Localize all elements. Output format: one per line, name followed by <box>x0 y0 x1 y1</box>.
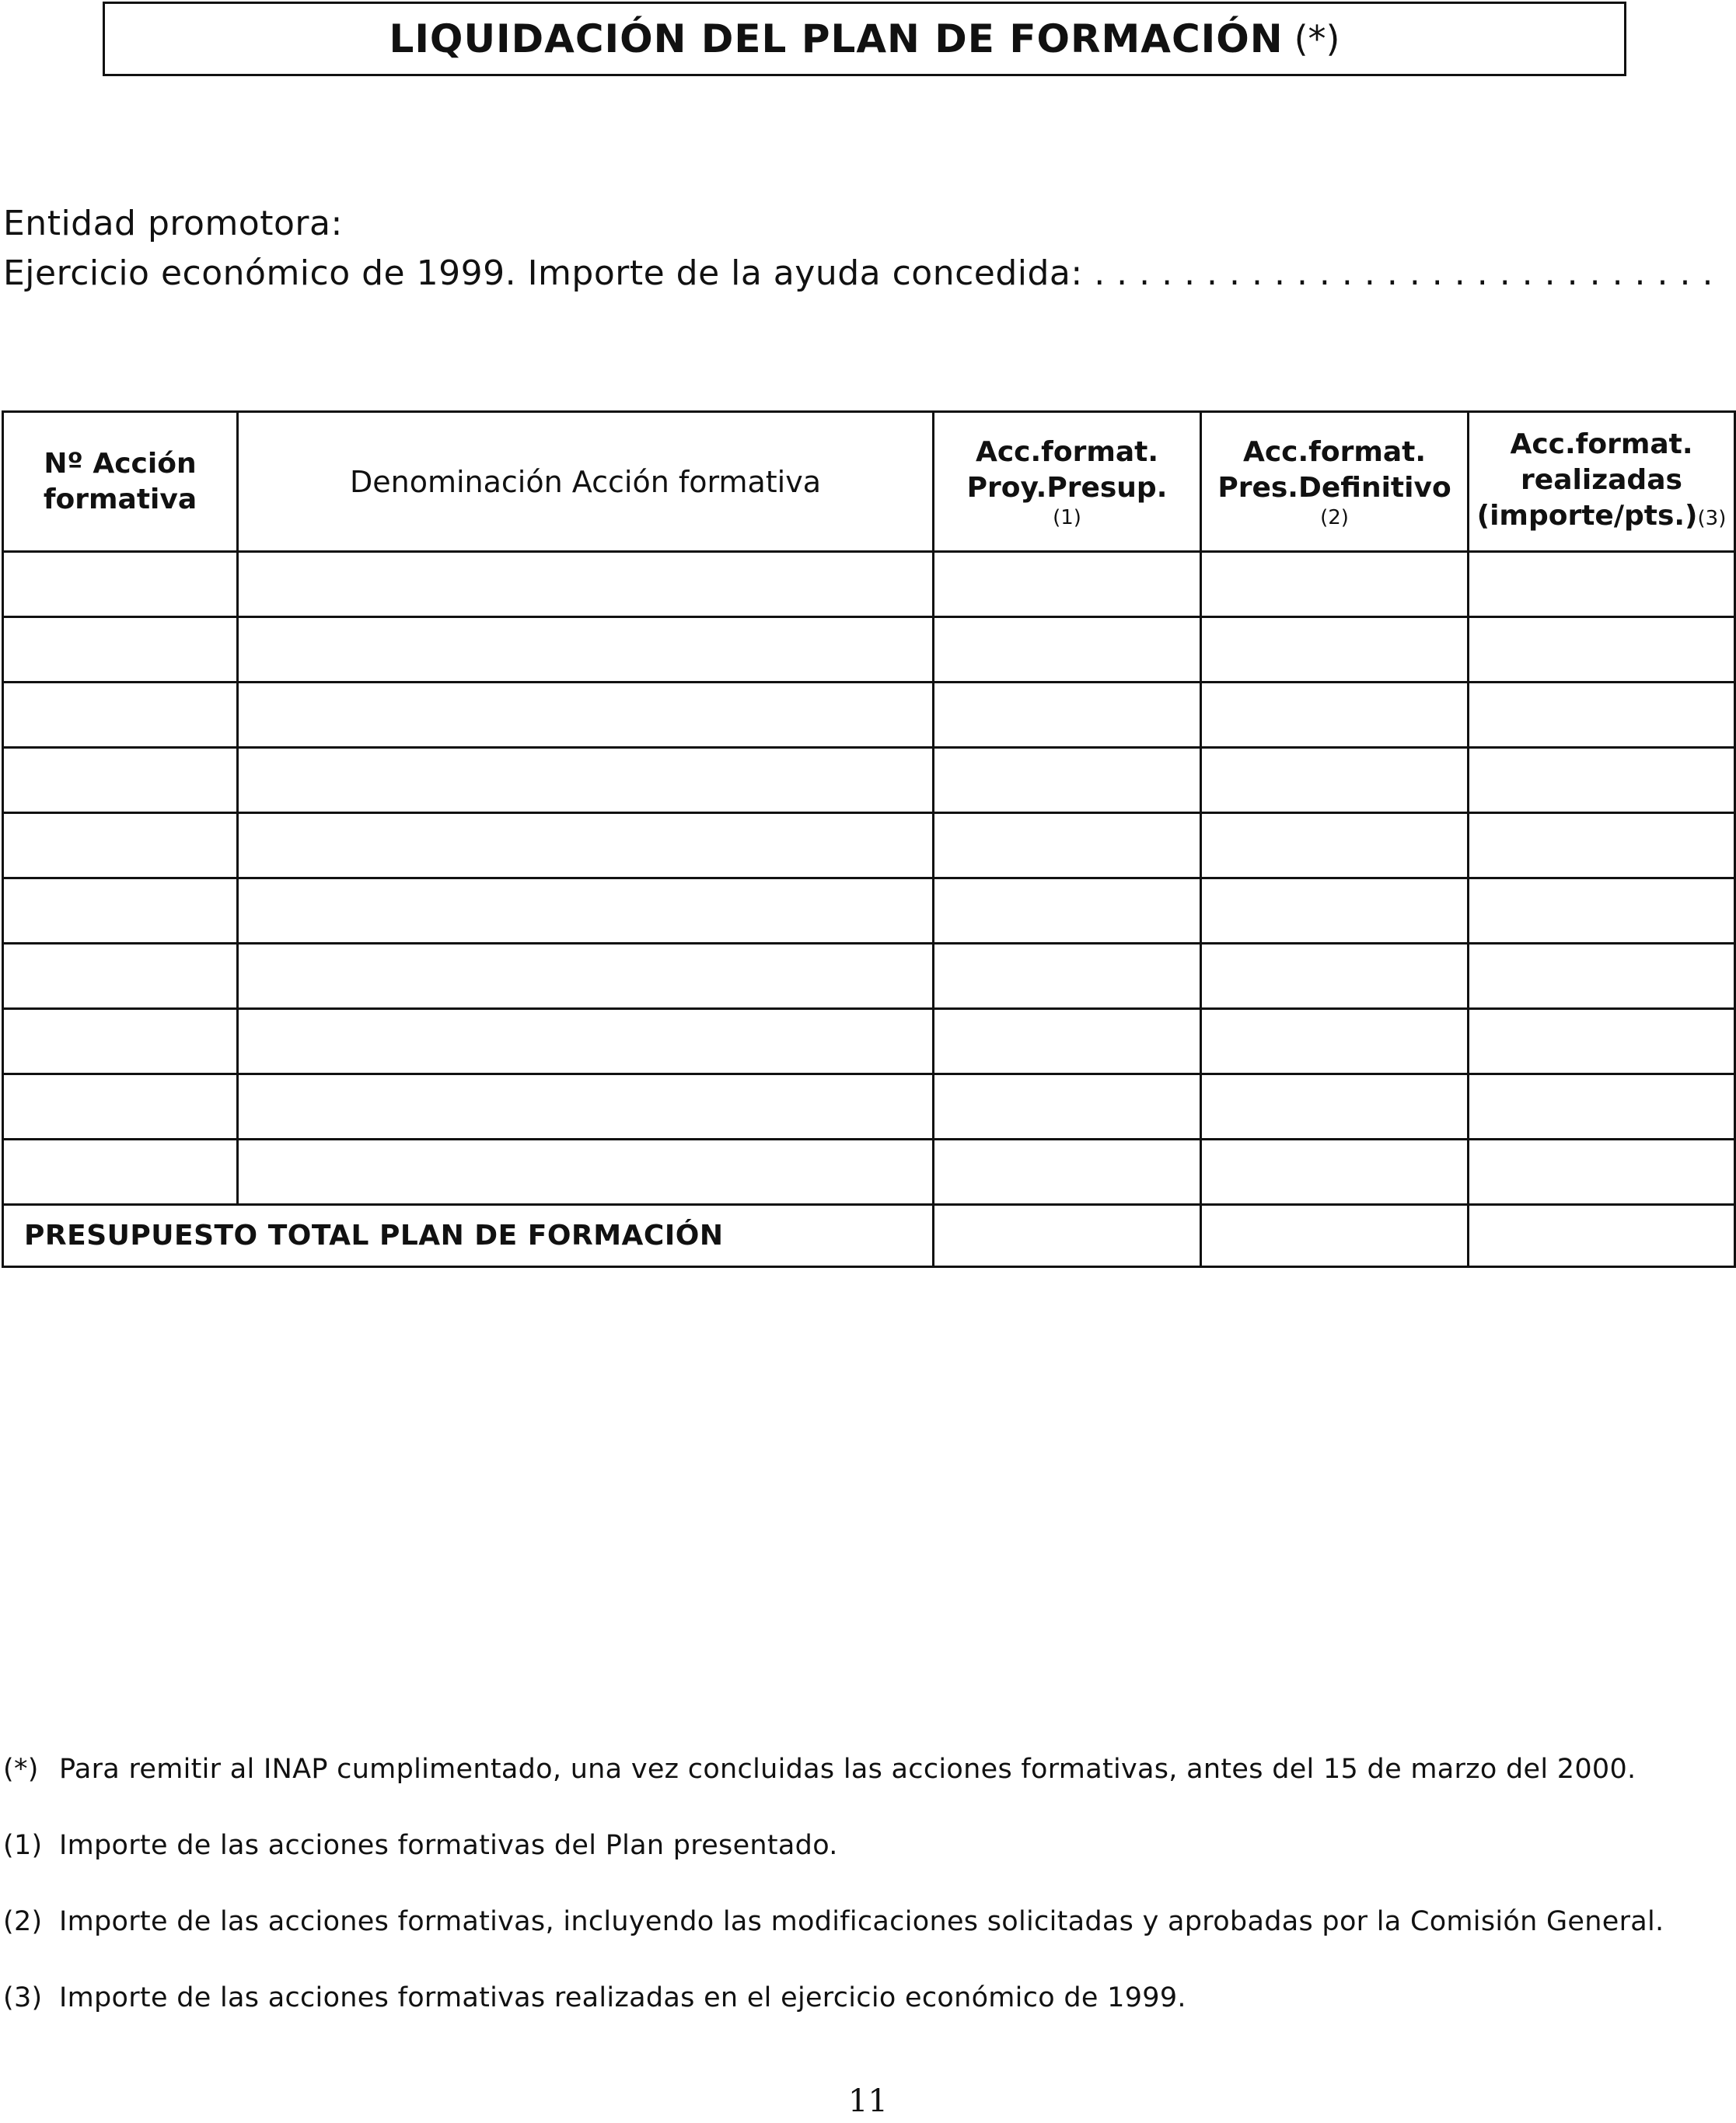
header-pres-note: (2) <box>1320 505 1349 529</box>
cell-numero[interactable] <box>3 813 238 878</box>
footnote-mark: (1) <box>3 1830 43 1861</box>
cell-pres-definitivo[interactable] <box>1201 1074 1469 1140</box>
cell-pres-definitivo[interactable] <box>1201 683 1469 748</box>
header-proy-line1: Acc.format. <box>975 435 1159 468</box>
entidad-promotora-label: Entidad promotora: <box>3 204 343 243</box>
table-row <box>3 1140 1735 1205</box>
header-real-note: (3) <box>1697 507 1727 530</box>
cell-proy-presup[interactable] <box>934 1140 1201 1205</box>
cell-realizadas[interactable] <box>1469 1140 1735 1205</box>
cell-realizadas[interactable] <box>1469 683 1735 748</box>
cell-pres-definitivo[interactable] <box>1201 878 1469 944</box>
footnote-3 <box>3 1982 1186 2013</box>
cell-denominacion[interactable] <box>238 683 934 748</box>
cell-denominacion[interactable] <box>238 1140 934 1205</box>
table-row <box>3 617 1735 683</box>
footnote-mark: (2) <box>3 1906 43 1937</box>
cell-numero[interactable] <box>3 1074 238 1140</box>
ejercicio-importe-line: Ejercicio económico de 1999. Importe de la ayuda concedida: . . . . . . . . . . . . . . . . . . . . . . . . . . . . <box>3 253 1713 293</box>
cell-pres-definitivo[interactable] <box>1201 944 1469 1009</box>
page-number: 11 <box>848 2083 888 2119</box>
cell-pres-definitivo[interactable] <box>1201 617 1469 683</box>
cell-pres-definitivo[interactable] <box>1201 1009 1469 1074</box>
footnote-text: Para remitir al INAP cumplimentado, una vez concluidas las acciones formativas, antes del 15 de marzo del 2000. <box>59 1754 1636 1785</box>
footnote-asterisk <box>3 1754 1636 1785</box>
table-row <box>3 878 1735 944</box>
cell-numero[interactable] <box>3 1009 238 1074</box>
cell-pres-definitivo[interactable] <box>1201 1140 1469 1205</box>
cell-realizadas[interactable] <box>1469 552 1735 617</box>
total-cell-pres[interactable] <box>1201 1205 1469 1267</box>
page-title: LIQUIDACIÓN DEL PLAN DE FORMACIÓN <box>389 16 1284 61</box>
cell-denominacion[interactable] <box>238 617 934 683</box>
cell-numero[interactable] <box>3 748 238 813</box>
cell-proy-presup[interactable] <box>934 1009 1201 1074</box>
table-row <box>3 944 1735 1009</box>
table-row <box>3 683 1735 748</box>
plan-table <box>2 410 1736 1268</box>
title-footnote-mark: (*) <box>1294 18 1340 60</box>
footnote-text: Importe de las acciones formativas realizadas en el ejercicio económico de 1999. <box>59 1982 1186 2013</box>
cell-proy-presup[interactable] <box>934 617 1201 683</box>
cell-realizadas[interactable] <box>1469 1074 1735 1140</box>
cell-realizadas[interactable] <box>1469 1009 1735 1074</box>
header-real-line1: Acc.format. <box>1510 428 1693 460</box>
cell-denominacion[interactable] <box>238 944 934 1009</box>
total-cell-realizadas[interactable] <box>1469 1205 1735 1267</box>
footnote-text: Importe de las acciones formativas, incluyendo las modificaciones solicitadas y aprobadas por la Comisión General. <box>59 1906 1664 1937</box>
cell-proy-presup[interactable] <box>934 748 1201 813</box>
cell-numero[interactable] <box>3 878 238 944</box>
footnote-text: Importe de las acciones formativas del Plan presentado. <box>59 1830 838 1861</box>
cell-numero[interactable] <box>3 1140 238 1205</box>
header-realizadas <box>1469 412 1735 552</box>
total-row <box>3 1205 1735 1267</box>
header-proy-note: (1) <box>1053 505 1081 529</box>
cell-proy-presup[interactable] <box>934 1074 1201 1140</box>
cell-pres-definitivo[interactable] <box>1201 748 1469 813</box>
table-row <box>3 1074 1735 1140</box>
total-cell-proy[interactable] <box>934 1205 1201 1267</box>
footnote-mark: (*) <box>3 1754 39 1785</box>
header-real-line3: (importe/pts.) <box>1476 500 1698 532</box>
cell-numero[interactable] <box>3 552 238 617</box>
cell-denominacion[interactable] <box>238 552 934 617</box>
cell-pres-definitivo[interactable] <box>1201 552 1469 617</box>
cell-denominacion[interactable] <box>238 1074 934 1140</box>
header-numero-line1: Nº Acción <box>44 447 197 480</box>
footnote-2 <box>3 1906 1664 1937</box>
cell-proy-presup[interactable] <box>934 944 1201 1009</box>
header-proy-presup <box>934 412 1201 552</box>
table-row <box>3 552 1735 617</box>
cell-denominacion[interactable] <box>238 1009 934 1074</box>
table-row <box>3 813 1735 878</box>
cell-proy-presup[interactable] <box>934 683 1201 748</box>
cell-realizadas[interactable] <box>1469 878 1735 944</box>
total-label: PRESUPUESTO TOTAL PLAN DE FORMACIÓN <box>3 1205 934 1267</box>
cell-numero[interactable] <box>3 617 238 683</box>
header-pres-definitivo <box>1201 412 1469 552</box>
cell-realizadas[interactable] <box>1469 748 1735 813</box>
header-pres-line1: Acc.format. <box>1242 435 1427 468</box>
cell-realizadas[interactable] <box>1469 944 1735 1009</box>
header-proy-line2: Proy.Presup. <box>966 471 1168 504</box>
footnote-mark: (3) <box>3 1982 43 2013</box>
header-denominacion: Denominación Acción formativa <box>238 412 934 552</box>
cell-proy-presup[interactable] <box>934 552 1201 617</box>
header-real-line2: realizadas <box>1521 464 1682 496</box>
cell-pres-definitivo[interactable] <box>1201 813 1469 878</box>
cell-proy-presup[interactable] <box>934 878 1201 944</box>
cell-numero[interactable] <box>3 944 238 1009</box>
header-numero-line2: formativa <box>43 483 197 515</box>
footnote-1 <box>3 1830 838 1861</box>
cell-proy-presup[interactable] <box>934 813 1201 878</box>
header-pres-line2: Pres.Definitivo <box>1217 471 1451 504</box>
cell-denominacion[interactable] <box>238 748 934 813</box>
cell-numero[interactable] <box>3 683 238 748</box>
cell-realizadas[interactable] <box>1469 813 1735 878</box>
table-row <box>3 748 1735 813</box>
header-numero-accion <box>3 412 238 552</box>
cell-realizadas[interactable] <box>1469 617 1735 683</box>
table-row <box>3 1009 1735 1074</box>
cell-denominacion[interactable] <box>238 878 934 944</box>
cell-denominacion[interactable] <box>238 813 934 878</box>
title-box <box>103 2 1626 76</box>
table-header-row <box>3 412 1735 552</box>
